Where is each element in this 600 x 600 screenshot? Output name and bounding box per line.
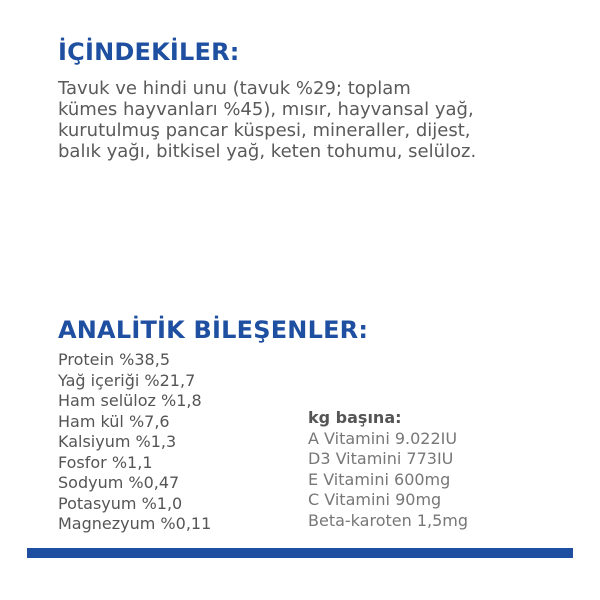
vitamins-list	[308, 429, 468, 532]
per-kg-heading: kg başına:	[308, 408, 402, 427]
analytical-components-list	[58, 350, 211, 535]
bottom-divider-bar	[27, 548, 573, 558]
list-item: Kalsiyum %1,3	[58, 432, 177, 451]
list-item: Ham selüloz %1,8	[58, 391, 202, 410]
list-item: A Vitamini 9.022IU	[308, 428, 458, 448]
ingredients-heading: İÇİNDEKİLER:	[58, 38, 240, 66]
list-item: Yağ içeriği %21,7	[58, 370, 196, 390]
list-item: Potasyum %1,0	[58, 493, 183, 513]
list-item: Fosfor %1,1	[58, 452, 153, 472]
ingredients-text: Tavuk ve hindi unu (tavuk %29; toplam kümes hayvanları %45), mısır, hayvansal yağ, kurutulmuş pancar küspesi, mineraller, dijest, balık yağı, bitkisel yağ, keten tohumu, selüloz.	[58, 78, 477, 162]
list-item: D3 Vitamini 773IU	[308, 449, 454, 468]
list-item: Beta-karoten 1,5mg	[308, 510, 469, 530]
list-item: Sodyum %0,47	[58, 473, 180, 492]
list-item: Ham kül %7,6	[58, 411, 170, 431]
list-item: E Vitamini 600mg	[308, 469, 451, 489]
list-item: Protein %38,5	[58, 350, 170, 369]
list-item: C Vitamini 90mg	[308, 490, 442, 509]
vitamins-block	[308, 408, 468, 531]
analytical-components-heading: ANALİTİK BİLEŞENLER:	[58, 316, 369, 344]
list-item: Magnezyum %0,11	[58, 514, 212, 533]
